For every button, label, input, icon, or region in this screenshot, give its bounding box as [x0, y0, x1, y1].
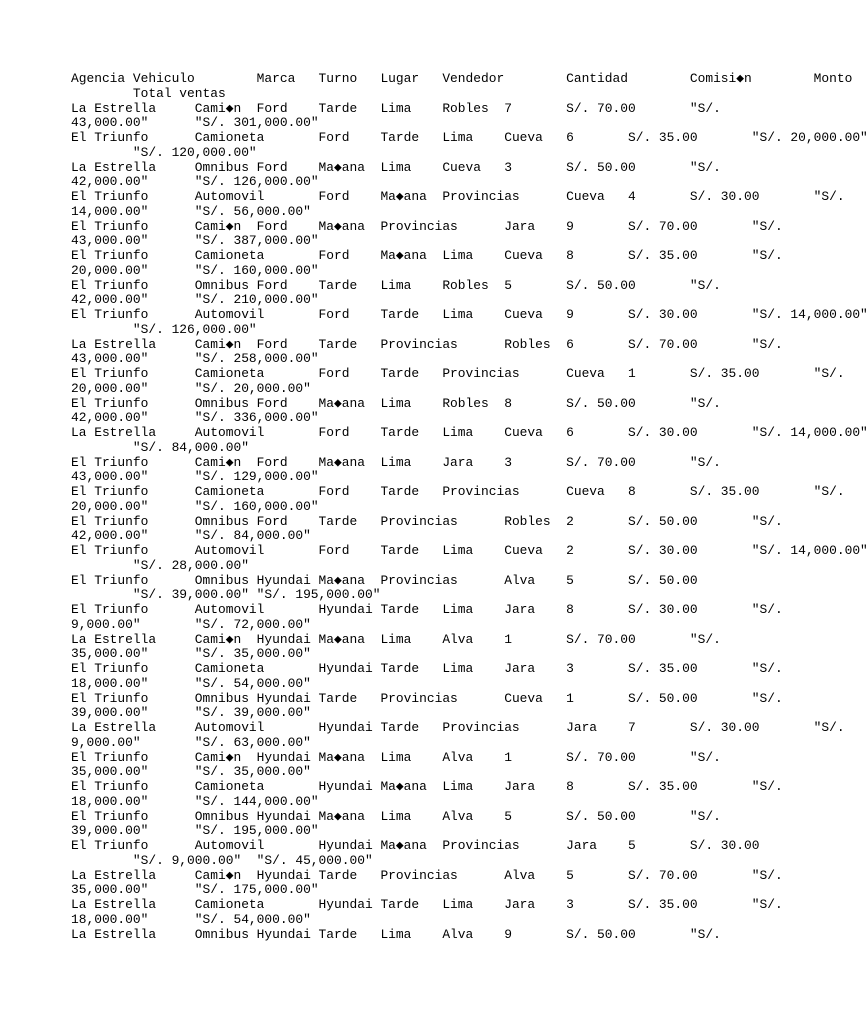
text-line: La Estrella Cami◆n Hyundai Tarde Provincias Alva 5 S/. 70.00 "S/. [71, 867, 783, 883]
text-line: La Estrella Cami◆n Ford Tarde Lima Robles 7 S/. 70.00 "S/. [71, 100, 721, 116]
text-line: 18,000.00" "S/. 54,000.00" [71, 675, 311, 691]
text-line: "S/. 28,000.00" [71, 557, 249, 573]
text-line: "S/. 9,000.00" "S/. 45,000.00" [71, 852, 373, 868]
text-line: La Estrella Cami◆n Ford Tarde Provincias Robles 6 S/. 70.00 "S/. [71, 336, 783, 352]
text-line: El Triunfo Camioneta Ford Tarde Provincias Cueva 8 S/. 35.00 "S/. [71, 484, 845, 499]
text-line: La Estrella Automovil Hyundai Tarde Provincias Jara 7 S/. 30.00 "S/. [71, 720, 845, 735]
text-line: 35,000.00" "S/. 175,000.00" [71, 882, 319, 898]
text-line: La Estrella Camioneta Hyundai Tarde Lima Jara 3 S/. 35.00 "S/. [71, 897, 783, 912]
text-line: El Triunfo Omnibus Ford Tarde Provincias Robles 2 S/. 50.00 "S/. [71, 513, 783, 529]
text-line: 42,000.00" "S/. 84,000.00" [71, 528, 311, 544]
text-line: El Triunfo Omnibus Ford Tarde Lima Robles 5 S/. 50.00 "S/. [71, 277, 721, 293]
text-line: 35,000.00" "S/. 35,000.00" [71, 646, 311, 662]
text-line: "S/. 84,000.00" [71, 439, 249, 455]
text-line: 43,000.00" "S/. 258,000.00" [71, 351, 319, 367]
text-line: "S/. 120,000.00" [71, 144, 257, 160]
text-line: El Triunfo Camioneta Hyundai Tarde Lima Jara 3 S/. 35.00 "S/. [71, 661, 783, 676]
text-line: La Estrella Omnibus Ford Ma◆ana Lima Cueva 3 S/. 50.00 "S/. [71, 159, 721, 175]
text-line: 9,000.00" "S/. 63,000.00" [71, 734, 311, 750]
text-line: 43,000.00" "S/. 301,000.00" [71, 115, 319, 131]
text-line: 39,000.00" "S/. 195,000.00" [71, 823, 319, 839]
text-line: El Triunfo Automovil Ford Tarde Lima Cueva 2 S/. 30.00 "S/. 14,000.00" [71, 543, 868, 558]
text-line: El Triunfo Camioneta Ford Ma◆ana Lima Cueva 8 S/. 35.00 "S/. [71, 248, 783, 263]
text-line: 20,000.00" "S/. 20,000.00" [71, 380, 311, 396]
text-line: Agencia Vehiculo Marca Turno Lugar Vendedor Cantidad Comisi◆n Monto [71, 71, 853, 86]
text-line: 20,000.00" "S/. 160,000.00" [71, 498, 319, 514]
text-line: La Estrella Cami◆n Hyundai Ma◆ana Lima Alva 1 S/. 70.00 "S/. [71, 631, 721, 647]
text-line: El Triunfo Cami◆n Ford Ma◆ana Lima Jara 3 S/. 70.00 "S/. [71, 454, 721, 470]
document-text [71, 71, 868, 942]
text-line: 43,000.00" "S/. 129,000.00" [71, 469, 319, 485]
text-line: 42,000.00" "S/. 126,000.00" [71, 174, 319, 190]
text-line: El Triunfo Automovil Ford Ma◆ana Provincias Cueva 4 S/. 30.00 "S/. [71, 189, 845, 204]
text-line: El Triunfo Omnibus Ford Ma◆ana Lima Robles 8 S/. 50.00 "S/. [71, 395, 721, 411]
text-line: "S/. 39,000.00" "S/. 195,000.00" [71, 587, 381, 603]
text-line: 42,000.00" "S/. 336,000.00" [71, 410, 319, 426]
text-line: 14,000.00" "S/. 56,000.00" [71, 203, 311, 219]
text-line: El Triunfo Automovil Hyundai Ma◆ana Provincias Jara 5 S/. 30.00 [71, 838, 760, 853]
text-line: El Triunfo Omnibus Hyundai Ma◆ana Provincias Alva 5 S/. 50.00 [71, 572, 698, 588]
text-line: 18,000.00" "S/. 54,000.00" [71, 911, 311, 927]
text-line: El Triunfo Cami◆n Ford Ma◆ana Provincias Jara 9 S/. 70.00 "S/. [71, 218, 783, 234]
text-line: 42,000.00" "S/. 210,000.00" [71, 292, 319, 308]
text-line: El Triunfo Camioneta Ford Tarde Lima Cueva 6 S/. 35.00 "S/. 20,000.00" [71, 130, 868, 145]
text-line: El Triunfo Camioneta Ford Tarde Provincias Cueva 1 S/. 35.00 "S/. [71, 366, 845, 381]
text-line: 20,000.00" "S/. 160,000.00" [71, 262, 319, 278]
text-line: El Triunfo Automovil Ford Tarde Lima Cueva 9 S/. 30.00 "S/. 14,000.00" [71, 307, 868, 322]
text-line: 35,000.00" "S/. 35,000.00" [71, 764, 311, 780]
text-line: El Triunfo Omnibus Hyundai Ma◆ana Lima Alva 5 S/. 50.00 "S/. [71, 808, 721, 824]
text-line: El Triunfo Omnibus Hyundai Tarde Provincias Cueva 1 S/. 50.00 "S/. [71, 690, 783, 706]
text-line: 39,000.00" "S/. 39,000.00" [71, 705, 311, 721]
text-line: El Triunfo Camioneta Hyundai Ma◆ana Lima Jara 8 S/. 35.00 "S/. [71, 779, 783, 794]
text-line: 9,000.00" "S/. 72,000.00" [71, 616, 311, 632]
text-line: El Triunfo Automovil Hyundai Tarde Lima Jara 8 S/. 30.00 "S/. [71, 602, 783, 617]
text-line: Total ventas [71, 85, 226, 101]
text-line: "S/. 126,000.00" [71, 321, 257, 337]
text-line: La Estrella Omnibus Hyundai Tarde Lima Alva 9 S/. 50.00 "S/. [71, 926, 721, 942]
text-line: La Estrella Automovil Ford Tarde Lima Cueva 6 S/. 30.00 "S/. 14,000.00" [71, 425, 868, 440]
text-line: El Triunfo Cami◆n Hyundai Ma◆ana Lima Alva 1 S/. 70.00 "S/. [71, 749, 721, 765]
text-line: 43,000.00" "S/. 387,000.00" [71, 233, 319, 249]
text-line: 18,000.00" "S/. 144,000.00" [71, 793, 319, 809]
